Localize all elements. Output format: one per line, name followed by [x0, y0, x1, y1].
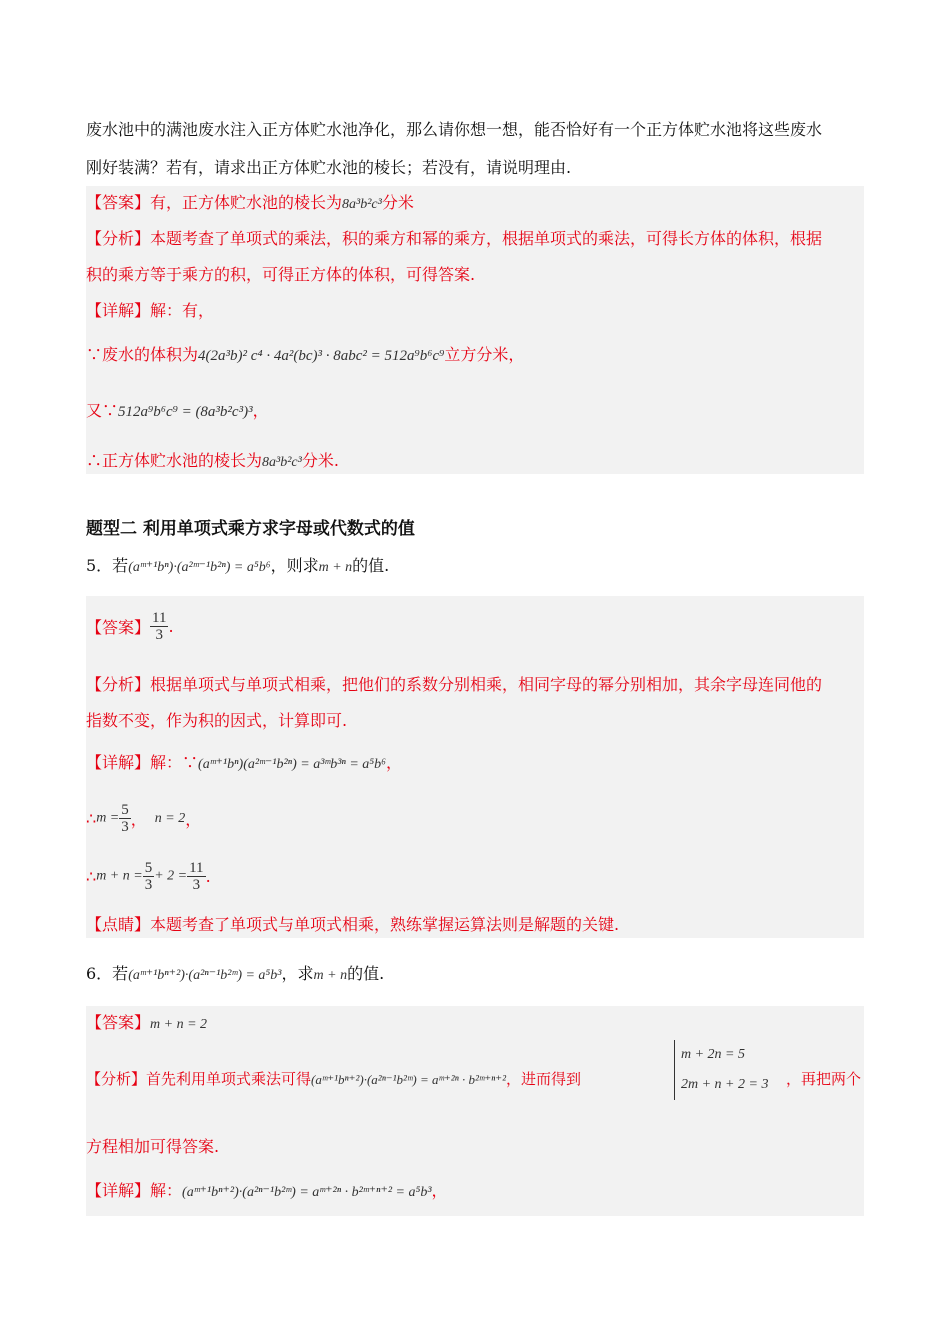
q6-analysis-2: 方程相加可得答案.: [86, 1137, 220, 1156]
q6-solution-box: [86, 1006, 864, 1216]
q6-detail-1: 【详解】解：(aᵐ⁺¹bⁿ⁺²)·(a²ⁿ⁻¹b²ᵐ) = aᵐ⁺²ⁿ · b²ᵐ⁺ⁿ⁺² = a⁵b³，: [86, 1181, 448, 1200]
q4-analysis-2: 积的乘方等于乘方的积，可得正方体的体积，可得答案.: [86, 265, 476, 284]
q4-step-2: 又∵512a⁹b⁶c⁹ = (8a³b²c³)³，: [86, 401, 269, 420]
intro-line-2: 刚好装满？若有，请求出正方体贮水池的棱长；若没有，请说明理由.: [86, 158, 572, 177]
intro-line-1: 废水池中的满池废水注入正方体贮水池净化，那么请你想一想，能否恰好有一个正方体贮水池将这些废水: [86, 120, 823, 139]
q4-answer: 【答案】有，正方体贮水池的棱长为8a³b²c³分米: [86, 193, 414, 212]
q5-detail-3: ∴m + n = $\frac{5}{3}$ + 2 = $\frac{11}{3}$ .: [86, 860, 211, 893]
q5-analysis-1: 【分析】根据单项式与单项式相乘，把他们的系数分别相乘，相同字母的幂分别相加，其余字母连同他的: [86, 675, 823, 694]
q6-eq-2: 2m + n + 2 = 3: [681, 1077, 769, 1092]
q6-question: 6．若(aᵐ⁺¹bⁿ⁺²)·(a²ⁿ⁻¹b²ᵐ) = a⁵b³，求m + n的值.: [86, 964, 385, 983]
q4-detail: 【详解】解：有，: [86, 301, 215, 320]
q6-analysis-1: 【分析】首先利用单项式乘法可得(aᵐ⁺¹bⁿ⁺²)·(a²ⁿ⁻¹b²ᵐ) = aᵐ⁺²ⁿ · b²ᵐ⁺ⁿ⁺²，进而得到: [86, 1070, 582, 1088]
q4-solution-box: [86, 186, 864, 474]
q5-point: 【点睛】本题考查了单项式与单项式相乘，熟练掌握运算法则是解题的关键.: [86, 915, 620, 934]
q4-step-1: ∵废水的体积为4(2a³b)² c⁴ · 4a²(bc)³ · 8abc² = 512a⁹b⁶c⁹立方分米，: [86, 345, 525, 364]
q5-answer: 【答案】 $\frac{11}{3}$ .: [86, 610, 174, 643]
q4-analysis-1: 【分析】本题考查了单项式的乘法，积的乘方和幂的乘方，根据单项式的乘法，可得长方体的体积，根据: [86, 229, 823, 248]
q5-detail-2: ∴m = $\frac{5}{3}$ ， n = 2，: [86, 802, 202, 835]
q6-answer: 【答案】m + n = 2: [86, 1013, 208, 1032]
q4-step-3: ∴正方体贮水池的棱长为8a³b²c³分米.: [86, 451, 339, 470]
q5-detail-1: 【详解】解：∵(aᵐ⁺¹bⁿ)(a²ᵐ⁻¹b²ⁿ) = a³ᵐb³ⁿ = a⁵b⁶，: [86, 753, 403, 772]
q6-equation-system: [674, 1040, 768, 1100]
q5-question: 5．若(aᵐ⁺¹bⁿ)·(a²ᵐ⁻¹b²ⁿ) = a⁵b⁶，则求m + n的值.: [86, 556, 390, 575]
q5-solution-box: [86, 596, 864, 938]
q6-eq-1: m + 2n = 5: [681, 1047, 746, 1062]
q5-analysis-2: 指数不变，作为积的因式，计算即可.: [86, 711, 348, 730]
q6-analysis-post: ，再把两个: [786, 1070, 862, 1088]
section-heading: 题型二 利用单项式乘方求字母或代数式的值: [86, 519, 415, 539]
